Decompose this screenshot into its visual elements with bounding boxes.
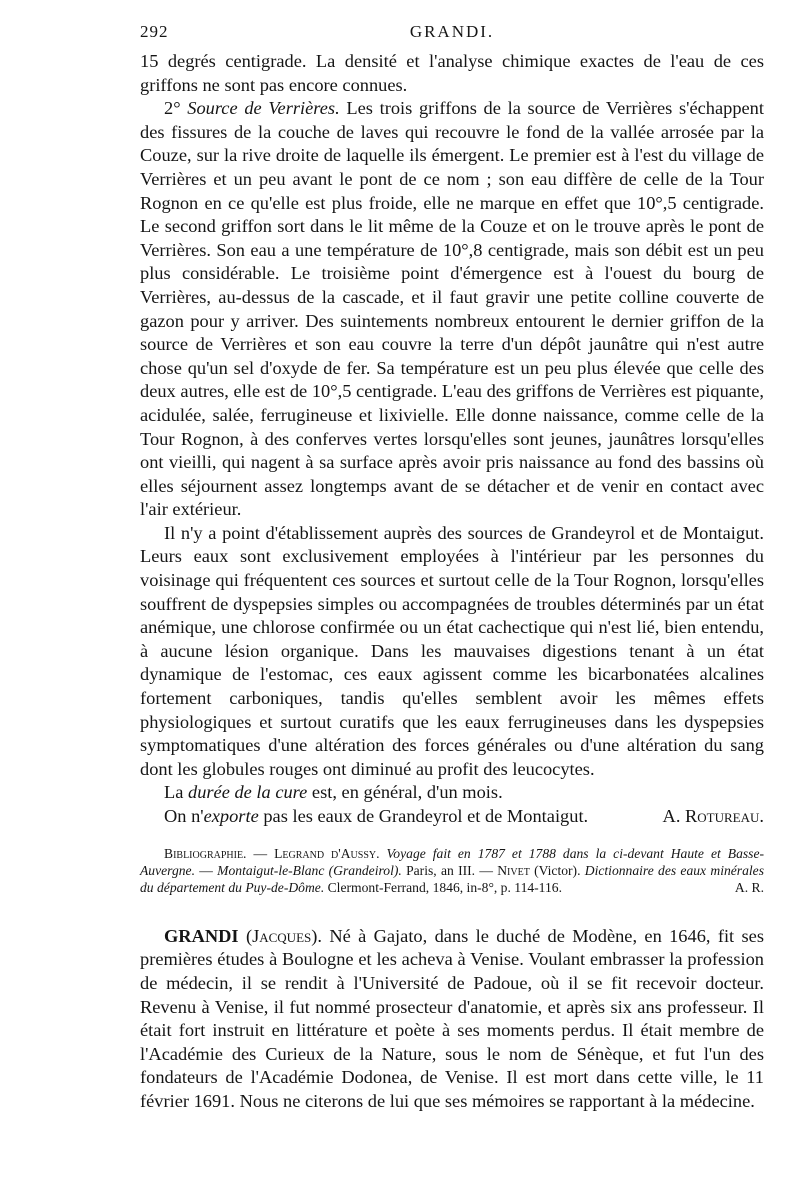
section-body: Les trois griffons de la source de Verrières s'échappent des fissures de la couche de laves qui recouvre le fond de la vallée arrosée par la Couze, sur la rive droite de laquelle ils émergent. Le premier est à l'est du village de Verrières et un peu avant le pont de ce nom ; son eau diffère de celle de la Tour Rognon en ce qu'elle est plus froide, elle ne marque en effet que 10°,5 centigrade. Le second griffon sort dans le lit même de la Couze et on le trouve après le pont de Verrières. Son eau a une température de 10°,8 centigrade, mais son débit est un peu plus considérable. Le troisième point d'émergence est à l'ouest du bourg de Verrières, au-dessus de la cascade, et il faut gravir une petite colline couverte de gazon pour y arriver. Des suintements nombreux entourent le dernier griffon de la source de Verrières et son eau couvre la terre d'un dépôt jaunâtre qui n'est autre chose qu'un sel d'oxyde de fer. Sa température est un peu plus élevée que celle des deux autres, elle est de 10°,5 centigrade. L'eau des griffons de Verrières est piquante, acidulée, salée, ferrugineuse et lixivielle. Elle donne naissance, comme celle de la Tour Rognon, à des conferves vertes lorsqu'elles sont jeunes, jaunâtres lorsqu'elles ont vieilli, qui nagent à sa surface après avoir pris naissance au fond des bassins où elles séjournent assez longtemps avant de se détacher et de venir en contact avec l'air extérieur. (140, 98, 764, 520)
bibliography-label: Bibliographie. (164, 845, 247, 861)
text-fragment: Paris, an III. — (401, 863, 498, 878)
bibliography (140, 845, 764, 897)
emphasis: exporte (203, 806, 259, 826)
bibliography-initials: A. R. (734, 880, 764, 896)
section-number: 2° (164, 98, 181, 119)
section-title: Source de Verrières. (187, 98, 340, 119)
emphasis: durée de la cure (188, 782, 308, 803)
spacer (140, 897, 764, 925)
text-fragment: est, en général, d'un mois. (307, 782, 503, 803)
bibliography-author: Nivet (497, 863, 530, 878)
bibliography-author: Legrand d'Aussy. (274, 845, 380, 861)
bibliography-title: Voyage fait en 1787 et 1788 dans la ci-devant Haute et Basse-Auvergne. (140, 845, 765, 878)
bibliography-title: Dictionnaire des eaux minérales du département du Puy-de-Dôme. (140, 863, 764, 896)
text-fragment: On n' (164, 806, 204, 826)
entry-first-name: (Jacques). (245, 925, 322, 946)
page-number: 292 (140, 22, 169, 41)
paragraph-indications: Il n'y a point d'établissement auprès des sources de Grandeyrol et de Montaigut. Leurs eaux sont exclusivement employées à l'intérieur par les personnes du voisinage qui fréquentent ces sources et surtout celle de la Tour Rognon, lorsqu'elles souffrent de dyspepsies simples ou accompagnées de troubles déterminés par un état anémique, une chlorose confirmée ou un état cachectique qui n'est lié, bien entendu, à aucune lésion organique. Dans les mauvaises digestions tenant à un état dynamique de l'estomac, ces eaux agissent comme les bicarbonatées alcalines fortement carboniques, tandis qu'elles semblent avoir les mêmes effets physiologiques et surtout curatifs que les eaux ferrugineuses dans les dyspepsies symptomatiques d'une altération des forces générales ou d'une altération du sang dont les globules rouges ont diminué au profit des leucocytes. (140, 522, 764, 779)
text-fragment: — (194, 863, 218, 878)
entry-body: Né à Gajato, dans le duché de Modène, en 1646, fit ses premières études à Boulogne et les acheva à Venise. Voulant embrasser la profession de médecin, il se rendit à l'Université de Padoue, où il se fit recevoir docteur. Revenu à Venise, il fut nommé prosecteur d'anatomie, et après six ans professeur. Il était fort instruit en littérature et poète à ses moments perdus. Il était membre de l'Académie des Curieux de la Nature, sous le nom de Sénèque, et fut l'un des fondateurs de l'Académie Dodonea, de Venise. Il est mort dans cette ville, le 11 février 1691. Nous ne citerons de lui que ses mémoires se rapportant à la médecine. (140, 925, 764, 1111)
entry-headword: GRANDI (164, 925, 239, 946)
text-fragment: La (164, 782, 188, 803)
paragraph-continuation: 15 degrés centigrade. La densité et l'analyse chimique exactes de l'eau de ces griffons ne sont pas encore connues. (140, 51, 764, 95)
author-signature: A. Rotureau. (662, 806, 764, 826)
entry-grandi (140, 925, 764, 1114)
running-title: GRANDI. (409, 22, 495, 41)
running-header (140, 22, 764, 50)
text-fragment: pas les eaux de Grandeyrol et de Montaigut. (258, 806, 589, 826)
paragraph-source-verrieres (140, 97, 764, 522)
text-fragment: Clermont-Ferrand, 1846, in-8°, p. 114-116. (324, 880, 562, 896)
text-fragment: — (246, 845, 275, 861)
paragraph-export (140, 805, 764, 829)
bibliography-title: Montaigut-le-Blanc (Grandeirol). (217, 863, 402, 878)
text-fragment: (Victor). (529, 863, 585, 878)
paragraph-cure-duration (140, 781, 764, 805)
